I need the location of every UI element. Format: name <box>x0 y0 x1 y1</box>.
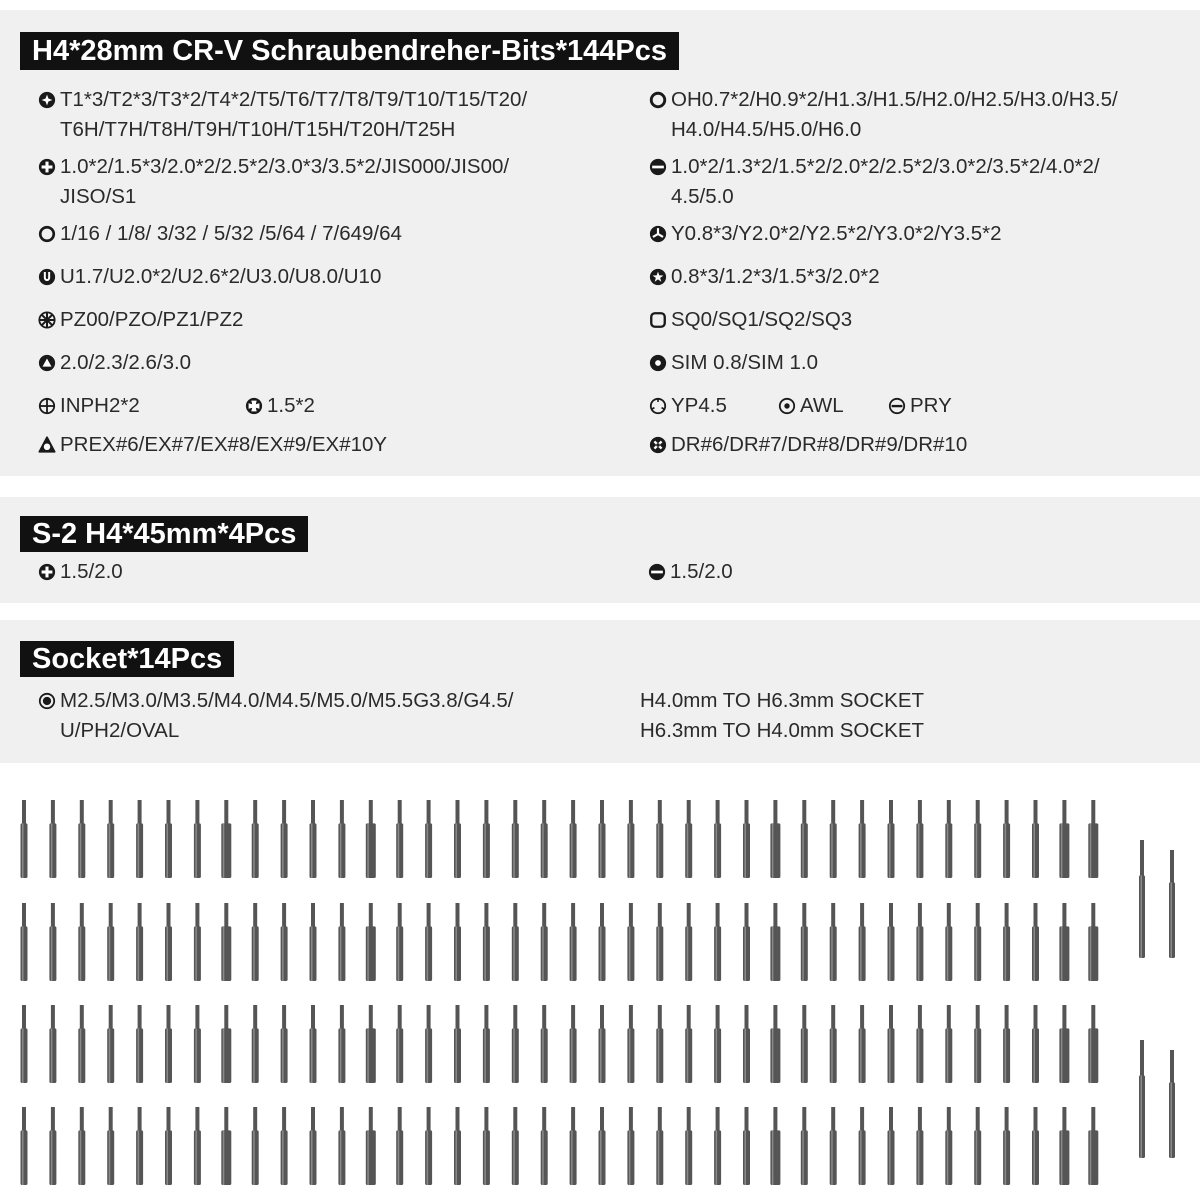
spec-item-socket-adapter <box>640 686 924 746</box>
screwdriver-bit <box>194 1005 201 1083</box>
screwdriver-bit <box>221 1107 231 1185</box>
spec-line: H6.3mm TO H4.0mm SOCKET <box>640 719 925 742</box>
star-icon <box>649 268 667 286</box>
screwdriver-bit <box>512 1107 519 1185</box>
screwdriver-bit <box>570 1107 577 1185</box>
screwdriver-bit <box>1139 1040 1145 1158</box>
screwdriver-bit <box>945 903 952 981</box>
cross-circle-icon <box>38 397 56 415</box>
spec-item-four-point <box>267 391 315 421</box>
sim-icon <box>649 354 667 372</box>
spec-line: PREX#6/EX#7/EX#8/EX#9/EX#10Y <box>60 433 388 456</box>
screwdriver-bit <box>888 1107 895 1185</box>
bits-illustration <box>0 775 1200 1200</box>
screwdriver-bit <box>570 800 577 878</box>
spec-line: 2.0/2.3/2.6/3.0 <box>60 351 192 374</box>
screwdriver-bit <box>281 1107 288 1185</box>
spec-item-dr <box>671 430 967 460</box>
screwdriver-bit <box>541 903 548 981</box>
spec-line: 1.0*2/1.3*2/1.5*2/2.0*2/2.5*2/3.0*2/3.5*2/4.0*2/ <box>671 155 1100 178</box>
screwdriver-bit <box>1032 1107 1039 1185</box>
screwdriver-bit <box>801 903 808 981</box>
screwdriver-bit <box>830 800 837 878</box>
screwdriver-bit <box>107 800 114 878</box>
screwdriver-bit <box>136 800 143 878</box>
screwdriver-bit <box>1088 1005 1098 1083</box>
screwdriver-bit <box>656 800 663 878</box>
screwdriver-bit <box>338 1107 345 1185</box>
spec-item-star <box>671 262 880 292</box>
screwdriver-bit <box>78 800 85 878</box>
spec-line: T1*3/T2*3/T3*2/T4*2/T5/T6/T7/T8/T9/T10/T15/T20/ <box>60 88 528 111</box>
spec-line: JISO/S1 <box>60 185 137 208</box>
screwdriver-bit <box>888 800 895 878</box>
screwdriver-bit <box>483 903 490 981</box>
screwdriver-bit <box>425 903 432 981</box>
screwdriver-bit <box>21 903 28 981</box>
slotted-icon <box>648 563 666 581</box>
screwdriver-bit <box>281 903 288 981</box>
hex-ring-icon <box>649 91 667 109</box>
screwdriver-bit <box>599 1005 606 1083</box>
screwdriver-bit <box>338 1005 345 1083</box>
screwdriver-bit <box>107 1005 114 1083</box>
spec-line: DR#6/DR#7/DR#8/DR#9/DR#10 <box>671 433 968 456</box>
screwdriver-bit <box>627 800 634 878</box>
screwdriver-bit <box>1059 1107 1069 1185</box>
yp-icon <box>649 397 667 415</box>
screwdriver-bit <box>830 1005 837 1083</box>
screwdriver-bit <box>714 1107 721 1185</box>
screwdriver-bit <box>1003 800 1010 878</box>
screwdriver-bit <box>396 1005 403 1083</box>
screwdriver-bit <box>221 1005 231 1083</box>
screwdriver-bit <box>396 1107 403 1185</box>
screwdriver-bit <box>656 1005 663 1083</box>
screwdriver-bit <box>685 1005 692 1083</box>
spec-item-slotted <box>671 152 1100 212</box>
spec-item-pry <box>910 391 952 421</box>
screwdriver-bit <box>310 1005 317 1083</box>
screwdriver-bit <box>916 1005 923 1083</box>
screwdriver-bit <box>801 1005 808 1083</box>
screwdriver-bit <box>483 800 490 878</box>
screwdriver-bit <box>830 903 837 981</box>
screwdriver-bit <box>454 800 461 878</box>
pry-icon <box>888 397 906 415</box>
screwdriver-bit <box>21 800 28 878</box>
spec-line: SIM 0.8/SIM 1.0 <box>671 351 818 374</box>
s2-section-title: S-2 H4*45mm*4Pcs <box>20 516 308 552</box>
screwdriver-bit <box>685 1107 692 1185</box>
screwdriver-bit <box>570 903 577 981</box>
screwdriver-bit <box>859 903 866 981</box>
screwdriver-bit <box>21 1107 28 1185</box>
spec-line: H4.0mm TO H6.3mm SOCKET <box>640 689 925 712</box>
screwdriver-bit <box>859 1107 866 1185</box>
screwdriver-bit <box>454 1107 461 1185</box>
socket-section-title: Socket*14Pcs <box>20 641 234 677</box>
spec-item-awl <box>800 391 844 421</box>
screwdriver-bit <box>1088 903 1098 981</box>
screwdriver-bit <box>743 800 750 878</box>
screwdriver-bit <box>974 1005 981 1083</box>
screwdriver-bit <box>685 903 692 981</box>
screwdriver-bit <box>974 1107 981 1185</box>
screwdriver-bit <box>49 800 56 878</box>
spec-line: YP4.5 <box>671 394 727 417</box>
screwdriver-bit <box>366 903 376 981</box>
screwdriver-bit <box>1032 903 1039 981</box>
screwdriver-bit <box>974 903 981 981</box>
screwdriver-bit <box>454 903 461 981</box>
screwdriver-bit <box>541 1107 548 1185</box>
screwdriver-bit <box>945 800 952 878</box>
ring-icon <box>38 225 56 243</box>
spec-item-yp <box>671 391 727 421</box>
phillips-icon <box>38 563 56 581</box>
screwdriver-bit <box>366 1107 376 1185</box>
pentalobe-icon <box>38 436 56 454</box>
screwdriver-bit <box>194 1107 201 1185</box>
spec-item-hex <box>671 85 1118 145</box>
screwdriver-bit <box>221 903 231 981</box>
screwdriver-bit <box>656 903 663 981</box>
screwdriver-bit <box>1059 800 1069 878</box>
screwdriver-bit <box>338 903 345 981</box>
dr-icon <box>649 436 667 454</box>
screwdriver-bit <box>310 903 317 981</box>
spec-item-s2-slotted <box>670 557 733 587</box>
bits-section-title: H4*28mm CR-V Schraubendreher-Bits*144Pcs <box>20 32 679 70</box>
screwdriver-bit <box>107 903 114 981</box>
screwdriver-bit <box>770 800 780 878</box>
screwdriver-bit <box>770 1005 780 1083</box>
screwdriver-bit <box>714 800 721 878</box>
screwdriver-bit <box>483 1005 490 1083</box>
spec-item-ring <box>60 219 402 249</box>
triangle-icon <box>38 354 56 372</box>
screwdriver-bit <box>656 1107 663 1185</box>
screwdriver-bit <box>396 800 403 878</box>
socket-section <box>0 620 1200 763</box>
spec-item-square <box>671 305 852 335</box>
screwdriver-bit <box>888 903 895 981</box>
screwdriver-bit <box>627 903 634 981</box>
screwdriver-bit <box>570 1005 577 1083</box>
spec-line: PRY <box>910 394 952 417</box>
torx-icon <box>38 91 56 109</box>
screwdriver-bit <box>49 1107 56 1185</box>
spec-line: Y0.8*3/Y2.0*2/Y2.5*2/Y3.0*2/Y3.5*2 <box>671 222 1002 245</box>
screwdriver-bit <box>165 903 172 981</box>
screwdriver-bit <box>221 800 231 878</box>
screwdriver-bit <box>512 903 519 981</box>
screwdriver-bit <box>1169 850 1175 958</box>
spec-item-torx <box>60 85 527 145</box>
screwdriver-bit <box>512 800 519 878</box>
screwdriver-bit <box>252 1107 259 1185</box>
screwdriver-bit <box>945 1107 952 1185</box>
screwdriver-bit <box>599 1107 606 1185</box>
spec-line: 1/16 / 1/8/ 3/32 / 5/32 /5/64 / 7/649/64 <box>60 222 402 245</box>
screwdriver-bit <box>136 1005 143 1083</box>
spec-line: SQ0/SQ1/SQ2/SQ3 <box>671 308 853 331</box>
spec-line: 1.5*2 <box>267 394 315 417</box>
screwdriver-bit <box>165 800 172 878</box>
pozidriv-icon <box>38 311 56 329</box>
screwdriver-bit <box>1003 1005 1010 1083</box>
screwdriver-bit <box>483 1107 490 1185</box>
screwdriver-bit <box>770 1107 780 1185</box>
screwdriver-bit <box>916 800 923 878</box>
screwdriver-bit <box>49 903 56 981</box>
screwdriver-bit <box>281 800 288 878</box>
spec-item-u-type <box>60 262 381 292</box>
screwdriver-bit <box>194 903 201 981</box>
screwdriver-bit <box>338 800 345 878</box>
bits-product-photo <box>0 775 1200 1200</box>
screwdriver-bit <box>685 800 692 878</box>
screwdriver-bit <box>21 1005 28 1083</box>
screwdriver-bit <box>454 1005 461 1083</box>
four-point-icon <box>245 397 263 415</box>
screwdriver-bit <box>770 903 780 981</box>
screwdriver-bit <box>425 1005 432 1083</box>
phillips-icon <box>38 158 56 176</box>
screwdriver-bit <box>743 1005 750 1083</box>
spec-item-phillips <box>60 152 509 212</box>
screwdriver-bit <box>252 1005 259 1083</box>
spec-item-sim <box>671 348 818 378</box>
screwdriver-bit <box>310 800 317 878</box>
screwdriver-bit <box>1032 800 1039 878</box>
screwdriver-bit <box>888 1005 895 1083</box>
spec-line: AWL <box>800 394 844 417</box>
screwdriver-bit <box>310 1107 317 1185</box>
spec-line: PZ00/PZO/PZ1/PZ2 <box>60 308 244 331</box>
screwdriver-bit <box>252 903 259 981</box>
square-icon <box>649 311 667 329</box>
s2-section <box>0 497 1200 603</box>
screwdriver-bit <box>425 800 432 878</box>
spec-line: H4.0/H4.5/H5.0/H6.0 <box>671 118 862 141</box>
spec-line: 0.8*3/1.2*3/1.5*3/2.0*2 <box>671 265 880 288</box>
awl-icon <box>778 397 796 415</box>
screwdriver-bit <box>366 800 376 878</box>
spec-line: M2.5/M3.0/M3.5/M4.0/M4.5/M5.0/M5.5G3.8/G4.5/ <box>60 689 514 712</box>
screwdriver-bit <box>252 800 259 878</box>
screwdriver-bit <box>801 800 808 878</box>
spec-line: 4.5/5.0 <box>671 185 734 208</box>
screwdriver-bit <box>541 1005 548 1083</box>
screwdriver-bit <box>1169 1050 1175 1158</box>
screwdriver-bit <box>425 1107 432 1185</box>
screwdriver-bit <box>49 1005 56 1083</box>
screwdriver-bit <box>165 1005 172 1083</box>
screwdriver-bit <box>366 1005 376 1083</box>
screwdriver-bit <box>194 800 201 878</box>
screwdriver-bit <box>916 1107 923 1185</box>
screwdriver-bit <box>1059 1005 1069 1083</box>
slotted-icon <box>649 158 667 176</box>
u-type-icon <box>38 268 56 286</box>
screwdriver-bit <box>801 1107 808 1185</box>
tri-wing-icon <box>649 225 667 243</box>
screwdriver-bit <box>107 1107 114 1185</box>
screwdriver-bit <box>78 903 85 981</box>
screwdriver-bit <box>599 800 606 878</box>
screwdriver-bit <box>945 1005 952 1083</box>
spec-item-tri-wing <box>671 219 1002 249</box>
screwdriver-bit <box>1032 1005 1039 1083</box>
spec-item-pentalobe <box>60 430 387 460</box>
screwdriver-bit <box>916 903 923 981</box>
screwdriver-bit <box>281 1005 288 1083</box>
screwdriver-bit <box>136 1107 143 1185</box>
spec-item-pozidriv <box>60 305 243 335</box>
spec-line: 1.0*2/1.5*3/2.0*2/2.5*2/3.0*3/3.5*2/JIS000/JIS00/ <box>60 155 510 178</box>
spec-item-s2-phillips <box>60 557 123 587</box>
screwdriver-bit <box>627 1107 634 1185</box>
screwdriver-bit <box>859 1005 866 1083</box>
screwdriver-bit <box>1088 1107 1098 1185</box>
screwdriver-bit <box>627 1005 634 1083</box>
spec-line: INPH2*2 <box>60 394 140 417</box>
screwdriver-bit <box>541 800 548 878</box>
screwdriver-bit <box>78 1107 85 1185</box>
screwdriver-bit <box>714 903 721 981</box>
spec-line: OH0.7*2/H0.9*2/H1.3/H1.5/H2.0/H2.5/H3.0/H3.5/ <box>671 88 1118 111</box>
screwdriver-bit <box>1088 800 1098 878</box>
screwdriver-bit <box>396 903 403 981</box>
screwdriver-bit <box>1059 903 1069 981</box>
spec-item-socket <box>60 686 513 746</box>
spec-line: 1.5/2.0 <box>60 560 123 583</box>
screwdriver-bit <box>1003 1107 1010 1185</box>
screwdriver-bit <box>859 800 866 878</box>
screwdriver-bit <box>743 903 750 981</box>
screwdriver-bit <box>830 1107 837 1185</box>
screwdriver-bit <box>165 1107 172 1185</box>
screwdriver-bit <box>1139 840 1145 958</box>
spec-line: U1.7/U2.0*2/U2.6*2/U3.0/U8.0/U10 <box>60 265 382 288</box>
bits-section <box>0 10 1200 476</box>
screwdriver-bit <box>78 1005 85 1083</box>
screwdriver-bit <box>974 800 981 878</box>
spec-line: U/PH2/OVAL <box>60 719 180 742</box>
screwdriver-bit <box>743 1107 750 1185</box>
screwdriver-bit <box>136 903 143 981</box>
spec-line: T6H/T7H/T8H/T9H/T10H/T15H/T20H/T25H <box>60 118 456 141</box>
screwdriver-bit <box>599 903 606 981</box>
screwdriver-bit <box>714 1005 721 1083</box>
socket-icon <box>38 692 56 710</box>
screwdriver-bit <box>512 1005 519 1083</box>
spec-item-cross-circle <box>60 391 140 421</box>
spec-item-triangle <box>60 348 191 378</box>
spec-line: 1.5/2.0 <box>670 560 733 583</box>
screwdriver-bit <box>1003 903 1010 981</box>
